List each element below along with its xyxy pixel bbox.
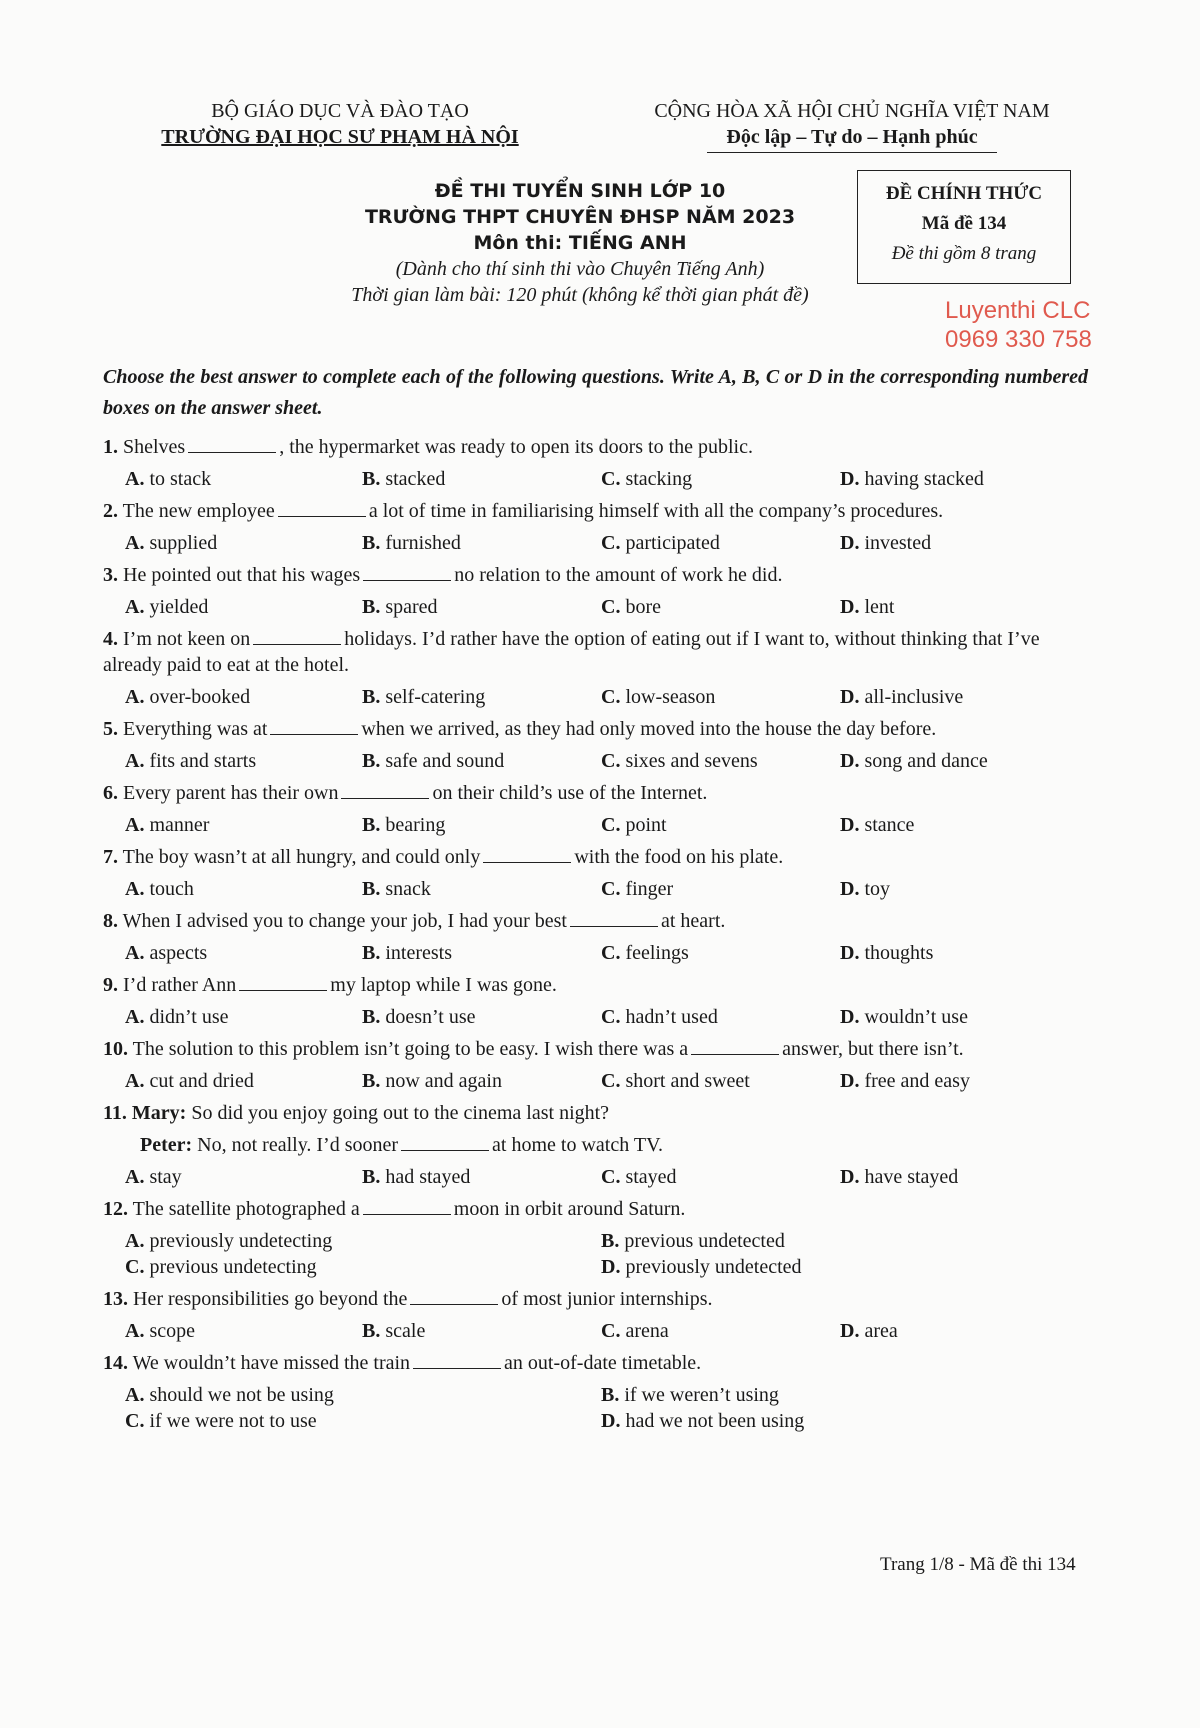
official-box	[857, 170, 1071, 284]
option-c: C. low-season	[601, 686, 716, 708]
answer-blank	[401, 1132, 489, 1151]
option-row	[125, 1228, 1095, 1254]
option-c: C. stacking	[601, 468, 693, 490]
answer-blank	[363, 562, 451, 581]
question-number: 14.	[103, 1352, 128, 1374]
question-number: 7.	[103, 846, 118, 868]
option-c: C. sixes and sevens	[601, 750, 758, 772]
option-d: D. have stayed	[840, 1166, 959, 1188]
option-a: A. aspects	[125, 942, 208, 964]
option-c: C. feelings	[601, 942, 689, 964]
question-text-before: When I advised you to change your job, I had your best	[122, 910, 567, 932]
question-text-before: The boy wasn’t at all hungry, and could only	[122, 846, 481, 868]
option-d: D. toy	[840, 878, 891, 900]
question-text-before: We wouldn’t have missed the train	[132, 1352, 411, 1374]
option-d: D. wouldn’t use	[840, 1006, 968, 1028]
question	[103, 1196, 1098, 1222]
national-motto: Độc lập – Tự do – Hạnh phúc	[726, 126, 978, 148]
option-d: D. song and dance	[840, 750, 988, 772]
question	[103, 844, 1098, 870]
answer-blank	[239, 972, 327, 991]
question	[103, 1350, 1098, 1376]
option-b: B. spared	[362, 596, 438, 618]
option-c: C. hadn’t used	[601, 1006, 718, 1028]
question-number: 5.	[103, 718, 118, 740]
question	[103, 716, 1098, 742]
exam-title-block	[300, 178, 860, 308]
option-b: B. bearing	[362, 814, 446, 836]
option-row	[125, 748, 1095, 774]
answer-blank	[363, 1196, 451, 1215]
question-number: 3.	[103, 564, 118, 586]
question-number: 4.	[103, 628, 118, 650]
option-d: D. having stacked	[840, 468, 984, 490]
option-d: D. invested	[840, 532, 932, 554]
answer-blank	[253, 626, 341, 645]
dialogue-line: So did you enjoy going out to the cinema last night?	[191, 1102, 610, 1124]
option-c: C. participated	[601, 532, 720, 554]
question-text-before: He pointed out that his wages	[123, 564, 361, 586]
option-d: D. stance	[840, 814, 915, 836]
question-number: 9.	[103, 974, 118, 996]
question-text-after: my laptop while I was gone.	[330, 974, 557, 996]
question	[103, 1286, 1098, 1312]
motto-underline	[707, 152, 997, 153]
option-row	[125, 530, 1095, 556]
option-row	[125, 940, 1095, 966]
option-b: B. self-catering	[362, 686, 486, 708]
question-text-after: on their child’s use of the Internet.	[432, 782, 708, 804]
exam-title: ĐỀ THI TUYỂN SINH LỚP 10	[434, 180, 726, 202]
option-c: C. bore	[601, 596, 661, 618]
question	[103, 908, 1098, 934]
option-b: B. previous undetected	[601, 1230, 785, 1252]
question	[103, 1100, 1098, 1126]
answer-blank	[413, 1350, 501, 1369]
option-row	[125, 1254, 1095, 1280]
option-c: C. arena	[601, 1320, 669, 1342]
question-text-before: Her responsibilities go beyond the	[133, 1288, 408, 1310]
question-text-after: answer, but there isn’t.	[782, 1038, 964, 1060]
option-a: A. scope	[125, 1320, 195, 1342]
option-a: A. yielded	[125, 596, 209, 618]
question	[103, 434, 1098, 460]
option-a: A. to stack	[125, 468, 212, 490]
question-text-before: The new employee	[122, 500, 275, 522]
option-b: B. if we weren’t using	[601, 1384, 779, 1406]
question-text-after: , the hypermarket was ready to open its doors to the public.	[279, 436, 753, 458]
republic-name: CỘNG HÒA XÃ HỘI CHỦ NGHĨA VIỆT NAM	[654, 100, 1050, 122]
question-text-after: when we arrived, as they had only moved into the house the day before.	[361, 718, 937, 740]
option-b: B. stacked	[362, 468, 446, 490]
speaker-peter: Peter:	[140, 1134, 193, 1156]
answer-blank	[410, 1286, 498, 1305]
option-c: C. if we were not to use	[125, 1410, 317, 1432]
question	[103, 562, 1098, 588]
option-row	[125, 594, 1095, 620]
answer-blank	[570, 908, 658, 927]
question-text-after: no relation to the amount of work he did.	[454, 564, 783, 586]
question-text-before: Every parent has their own	[123, 782, 339, 804]
option-row	[125, 1004, 1095, 1030]
answer-blank	[270, 716, 358, 735]
question-number: 13.	[103, 1288, 128, 1310]
ministry-name: BỘ GIÁO DỤC VÀ ĐÀO TẠO	[211, 100, 469, 122]
option-b: B. scale	[362, 1320, 426, 1342]
question-text-after: of most junior internships.	[501, 1288, 713, 1310]
question-number: 12.	[103, 1198, 128, 1220]
question-number: 2.	[103, 500, 118, 522]
option-b: B. had stayed	[362, 1166, 471, 1188]
question-continuation	[140, 1132, 1090, 1158]
question-number: 1.	[103, 436, 118, 458]
option-a: A. touch	[125, 878, 194, 900]
header-left	[120, 98, 560, 150]
question-text-after: holidays. I’d rather have the option of eating out if I want to, without thinking that I’ve already paid to eat at the hotel.	[103, 628, 1040, 676]
question-text-before: I’m not keen on	[123, 628, 251, 650]
option-b: B. interests	[362, 942, 452, 964]
option-b: B. snack	[362, 878, 431, 900]
question-text-before: The satellite photographed a	[132, 1198, 360, 1220]
option-a: A. previously undetecting	[125, 1230, 333, 1252]
option-a: A. manner	[125, 814, 210, 836]
option-c: C. finger	[601, 878, 674, 900]
option-a: A. supplied	[125, 532, 218, 554]
question-number: 8.	[103, 910, 118, 932]
speaker-mary: Mary:	[131, 1102, 187, 1124]
option-row	[125, 684, 1095, 710]
option-row	[125, 1164, 1095, 1190]
option-b: B. safe and sound	[362, 750, 505, 772]
option-b: B. doesn’t use	[362, 1006, 476, 1028]
question-text-before: No, not really. I’d sooner	[197, 1134, 399, 1156]
official-label: ĐỀ CHÍNH THỨC	[885, 183, 1043, 204]
option-a: A. should we not be using	[125, 1384, 334, 1406]
exam-time: Thời gian làm bài: 120 phút (không kể thời gian phát đề)	[351, 284, 809, 306]
question-text-before: Shelves	[123, 436, 186, 458]
question-number: 6.	[103, 782, 118, 804]
page-count: Đề thi gồm 8 trang	[891, 243, 1037, 264]
question-text-after: at home to watch TV.	[492, 1134, 663, 1156]
option-a: A. cut and dried	[125, 1070, 254, 1092]
option-b: B. now and again	[362, 1070, 502, 1092]
question-text-before: I’d rather Ann	[123, 974, 237, 996]
question	[103, 972, 1098, 998]
answer-blank	[483, 844, 571, 863]
option-c: C. point	[601, 814, 667, 836]
option-row	[125, 812, 1095, 838]
option-d: D. free and easy	[840, 1070, 970, 1092]
question-text-after: at heart.	[660, 910, 726, 932]
question-text-after: an out-of-date timetable.	[504, 1352, 702, 1374]
answer-blank	[188, 434, 276, 453]
university-name: TRƯỜNG ĐẠI HỌC SƯ PHẠM HÀ NỘI	[161, 126, 519, 148]
watermark-phone: 0969 330 758	[945, 326, 1092, 353]
option-a: A. stay	[125, 1166, 182, 1188]
exam-school: TRƯỜNG THPT CHUYÊN ĐHSP NĂM 2023	[364, 206, 796, 228]
option-row	[125, 1408, 1095, 1434]
question-text-before: The solution to this problem isn’t going to be easy. I wish there was a	[132, 1038, 689, 1060]
option-row	[125, 876, 1095, 902]
option-row	[125, 466, 1095, 492]
header-right	[612, 98, 1092, 153]
question	[103, 626, 1098, 678]
answer-blank	[341, 780, 429, 799]
option-d: D. had we not been using	[601, 1410, 805, 1432]
option-row	[125, 1068, 1095, 1094]
option-c: C. previous undetecting	[125, 1256, 317, 1278]
answer-blank	[691, 1036, 779, 1055]
question-number: 11.	[103, 1102, 127, 1124]
exam-subject: Môn thi: TIẾNG ANH	[473, 232, 687, 254]
page-footer: Trang 1/8 - Mã đề thi 134	[880, 1554, 1076, 1575]
option-a: A. fits and starts	[125, 750, 257, 772]
option-a: A. didn’t use	[125, 1006, 229, 1028]
exam-code: Mã đề 134	[921, 213, 1007, 234]
option-row	[125, 1318, 1095, 1344]
option-d: D. thoughts	[840, 942, 934, 964]
question	[103, 498, 1098, 524]
question-text-after: moon in orbit around Saturn.	[453, 1198, 686, 1220]
exam-target: (Dành cho thí sinh thi vào Chuyên Tiếng Anh)	[395, 258, 765, 280]
watermark-name: Luyenthi CLC	[945, 297, 1091, 324]
option-d: D. previously undetected	[601, 1256, 802, 1278]
question	[103, 780, 1098, 806]
answer-blank	[278, 498, 366, 517]
option-b: B. furnished	[362, 532, 461, 554]
question	[103, 1036, 1098, 1062]
instruction: Choose the best answer to complete each of the following questions. Write A, B, C or D in the corresponding numbered boxes on the answer sheet.	[103, 366, 1088, 419]
option-row	[125, 1382, 1095, 1408]
option-c: C. stayed	[601, 1166, 677, 1188]
option-d: D. lent	[840, 596, 895, 618]
option-d: D. area	[840, 1320, 898, 1342]
watermark	[945, 296, 1125, 354]
option-a: A. over-booked	[125, 686, 251, 708]
option-d: D. all-inclusive	[840, 686, 964, 708]
question-text-after: a lot of time in familiarising himself with all the company’s procedures.	[368, 500, 944, 522]
question-text-after: with the food on his plate.	[574, 846, 784, 868]
question-number: 10.	[103, 1038, 128, 1060]
option-c: C. short and sweet	[601, 1070, 750, 1092]
question-text-before: Everything was at	[123, 718, 268, 740]
